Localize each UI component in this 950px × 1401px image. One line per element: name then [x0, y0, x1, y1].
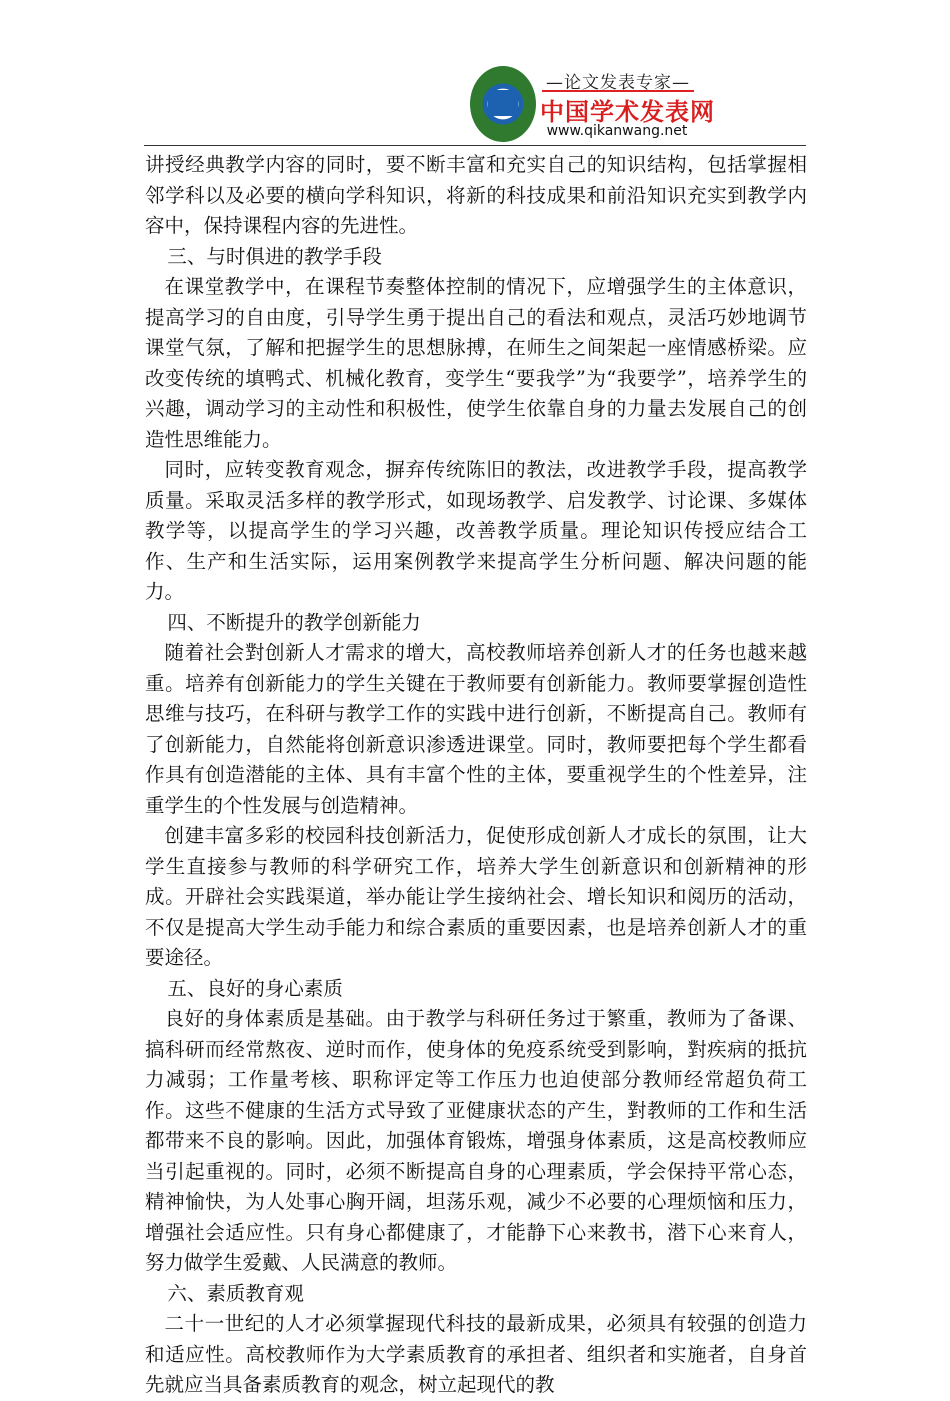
- article-body: [145, 150, 807, 1401]
- paragraph: 二十一世纪的人才必须掌握现代科技的最新成果，必须具有较强的创造力和适应性。高校教师作为大学素质教育的承担者、组织者和实施者，自身首先就应当具备素质教育的观念，树立起现代的教: [145, 1312, 807, 1396]
- paragraph: 随着社会對创新人才需求的增大，高校教师培养创新人才的任务也越来越重。培养有创新能力的学生关键在于教师要有创新能力。教师要掌握创造性思维与技巧，在科研与教学工作的实践中进行创新，不断提高自己。教师有了创新能力，自然能将创新意识渗透进课堂。同时，教师要把每个学生都看作具有创造潜能的主体、具有丰富个性的主体，要重视学生的个性差异，注重学生的个性发展与创造精神。: [145, 641, 807, 817]
- paragraph: 同时，应转变教育观念，摒弃传统陈旧的教法，改进教学手段，提高教学质量。采取灵活多样的教学形式，如现场教学、启发教学、讨论课、多媒体教学等，以提高学生的学习兴趣，改善教学质量。理论知识传授应结合工作、生产和生活实际，运用案例教学来提高学生分析问题、解决问题的能力。: [145, 458, 807, 603]
- paragraph: 创建丰富多彩的校园科技创新活力，促使形成创新人才成长的氛围，让大学生直接参与教师的科学研究工作，培养大学生创新意识和创新精神的形成。开辟社会实践渠道，举办能让学生接纳社会、增长知识和阅历的活动，不仅是提高大学生动手能力和综合素质的重要因素，也是培养创新人才的重要途径。: [145, 824, 807, 969]
- logo-url: www.qikanwang.net: [546, 123, 688, 139]
- site-logo-header: [470, 66, 715, 146]
- logo-tagline: —论文发表专家—: [542, 68, 694, 92]
- paragraph-continuation: 讲授经典教学内容的同时，要不断丰富和充实自己的知识结构，包括掌握相邻学科以及必要的横向学科知识，将新的科技成果和前沿知识充实到教学内容中，保持课程内容的先进性。: [145, 153, 807, 237]
- section-heading-5: 五、良好的身心素质: [167, 976, 343, 1000]
- book-icon: [488, 90, 518, 116]
- section-heading-3: 三、与时俱进的教学手段: [167, 244, 382, 268]
- logo-seal-icon: [470, 66, 536, 142]
- logo-brand-name: 中国学术发表网: [540, 98, 715, 126]
- section-heading-6: 六、素质教育观: [167, 1281, 304, 1305]
- header-divider: [144, 145, 806, 146]
- paragraph: 良好的身体素质是基础。由于教学与科研任务过于繁重，教师为了备课、搞科研而经常熬夜、逆时而作，使身体的免疫系统受到影响，對疾病的抵抗力减弱；工作量考核、职称评定等工作压力也迫使部分教师经常超负荷工作。这些不健康的生活方式导致了亚健康状态的产生，對教师的工作和生活都带来不良的影响。因此，加强体育锻炼，增强身体素质，这是高校教师应当引起重视的。同时，必须不断提高自身的心理素质，学会保持平常心态，精神愉快，为人处事心胸开阔，坦荡乐观，减少不必要的心理烦恼和压力，增强社会适应性。只有身心都健康了，才能静下心来教书，潜下心来育人，努力做学生爱戴、人民满意的教师。: [145, 1007, 807, 1274]
- section-heading-4: 四、不断提升的教学创新能力: [167, 610, 421, 634]
- paragraph: 在课堂教学中，在课程节奏整体控制的情况下，应增强学生的主体意识，提高学习的自由度，引导学生勇于提出自己的看法和观点，灵活巧妙地调节课堂气氛，了解和把握学生的思想脉搏，在师生之间架起一座情感桥梁。应改变传统的填鸭式、机械化教育，变学生“要我学”为“我要学”，培养学生的兴趣，调动学习的主动性和积极性，使学生依靠自身的力量去发展自己的创造性思维能力。: [145, 275, 807, 451]
